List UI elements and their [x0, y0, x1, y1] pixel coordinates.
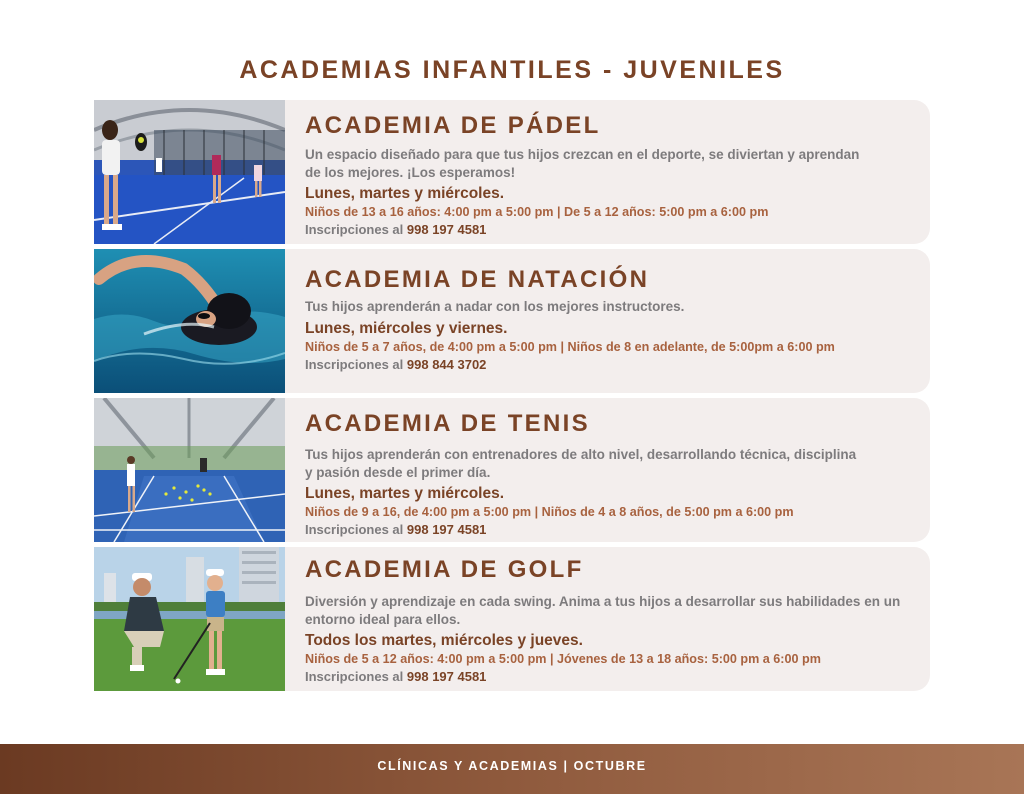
academy-title: ACADEMIA DE TENIS: [305, 410, 590, 437]
registration-label: Inscripciones al: [305, 222, 404, 237]
academy-title: ACADEMIA DE NATACIÓN: [305, 266, 650, 293]
registration-label: Inscripciones al: [305, 522, 404, 537]
registration-phone[interactable]: 998 197 4581: [406, 222, 487, 237]
registration-phone[interactable]: 998 844 3702: [406, 356, 487, 372]
academy-title: ACADEMIA DE GOLF: [305, 556, 584, 583]
tennis-court-photo: [94, 398, 285, 542]
academy-card-golf: [94, 547, 930, 691]
swimmer-photo: [94, 249, 285, 393]
academy-card-tenis: [94, 398, 930, 542]
registration-phone[interactable]: 998 197 4581: [406, 522, 487, 537]
registration-label: Inscripciones al: [305, 356, 404, 372]
academy-hours: Niños de 5 a 7 años, de 4:00 pm a 5:00 pm | Niños de 8 en adelante, de 5:00pm a 6:00 pm: [305, 339, 835, 354]
registration-label: Inscripciones al: [305, 669, 404, 684]
academy-description: Diversión y aprendizaje en cada swing. Anima a tus hijos a desarrollar sus habilidades en un entorno ideal para ellos.: [305, 594, 901, 627]
academy-description: Tus hijos aprenderán con entrenadores de alto nivel, desarrollando técnica, disciplina y pasión desde el primer día.: [305, 447, 857, 480]
page-title: ACADEMIAS INFANTILES - JUVENILES: [239, 56, 785, 84]
footer-bar: [0, 744, 1024, 794]
academy-days: Todos los martes, miércoles y jueves.: [305, 632, 583, 649]
academy-registration: [305, 521, 922, 539]
academy-hours: Niños de 9 a 16, de 4:00 pm a 5:00 pm | Niños de 4 a 8 años, de 5:00 pm a 6:00 pm: [305, 505, 794, 519]
academy-days: Lunes, miércoles y viernes.: [305, 319, 508, 337]
golf-lesson-photo: [94, 547, 285, 691]
academy-description: Un espacio diseñado para que tus hijos crezcan en el deporte, se diviertan y aprendan de los mejores. ¡Los esperamos!: [305, 147, 860, 180]
padel-court-photo: [94, 100, 285, 244]
academy-card-natacion: [94, 249, 930, 393]
academy-registration: [305, 668, 922, 686]
academy-days: Lunes, martes y miércoles.: [305, 485, 505, 502]
academy-card-padel: [94, 100, 930, 244]
academy-registration: [305, 221, 922, 239]
academy-registration: [305, 356, 922, 374]
academy-description: Tus hijos aprenderán a nadar con los mejores instructores.: [305, 299, 685, 314]
academy-hours: Niños de 5 a 12 años: 4:00 pm a 5:00 pm | Jóvenes de 13 a 18 años: 5:00 pm a 6:00 pm: [305, 652, 821, 666]
academy-hours: Niños de 13 a 16 años: 4:00 pm a 5:00 pm | De 5 a 12 años: 5:00 pm a 6:00 pm: [305, 205, 769, 219]
registration-phone[interactable]: 998 197 4581: [406, 669, 487, 684]
academy-days: Lunes, martes y miércoles.: [305, 185, 505, 202]
footer-text: CLÍNICAS Y ACADEMIAS | OCTUBRE: [377, 759, 647, 773]
academy-title: ACADEMIA DE PÁDEL: [305, 112, 601, 139]
